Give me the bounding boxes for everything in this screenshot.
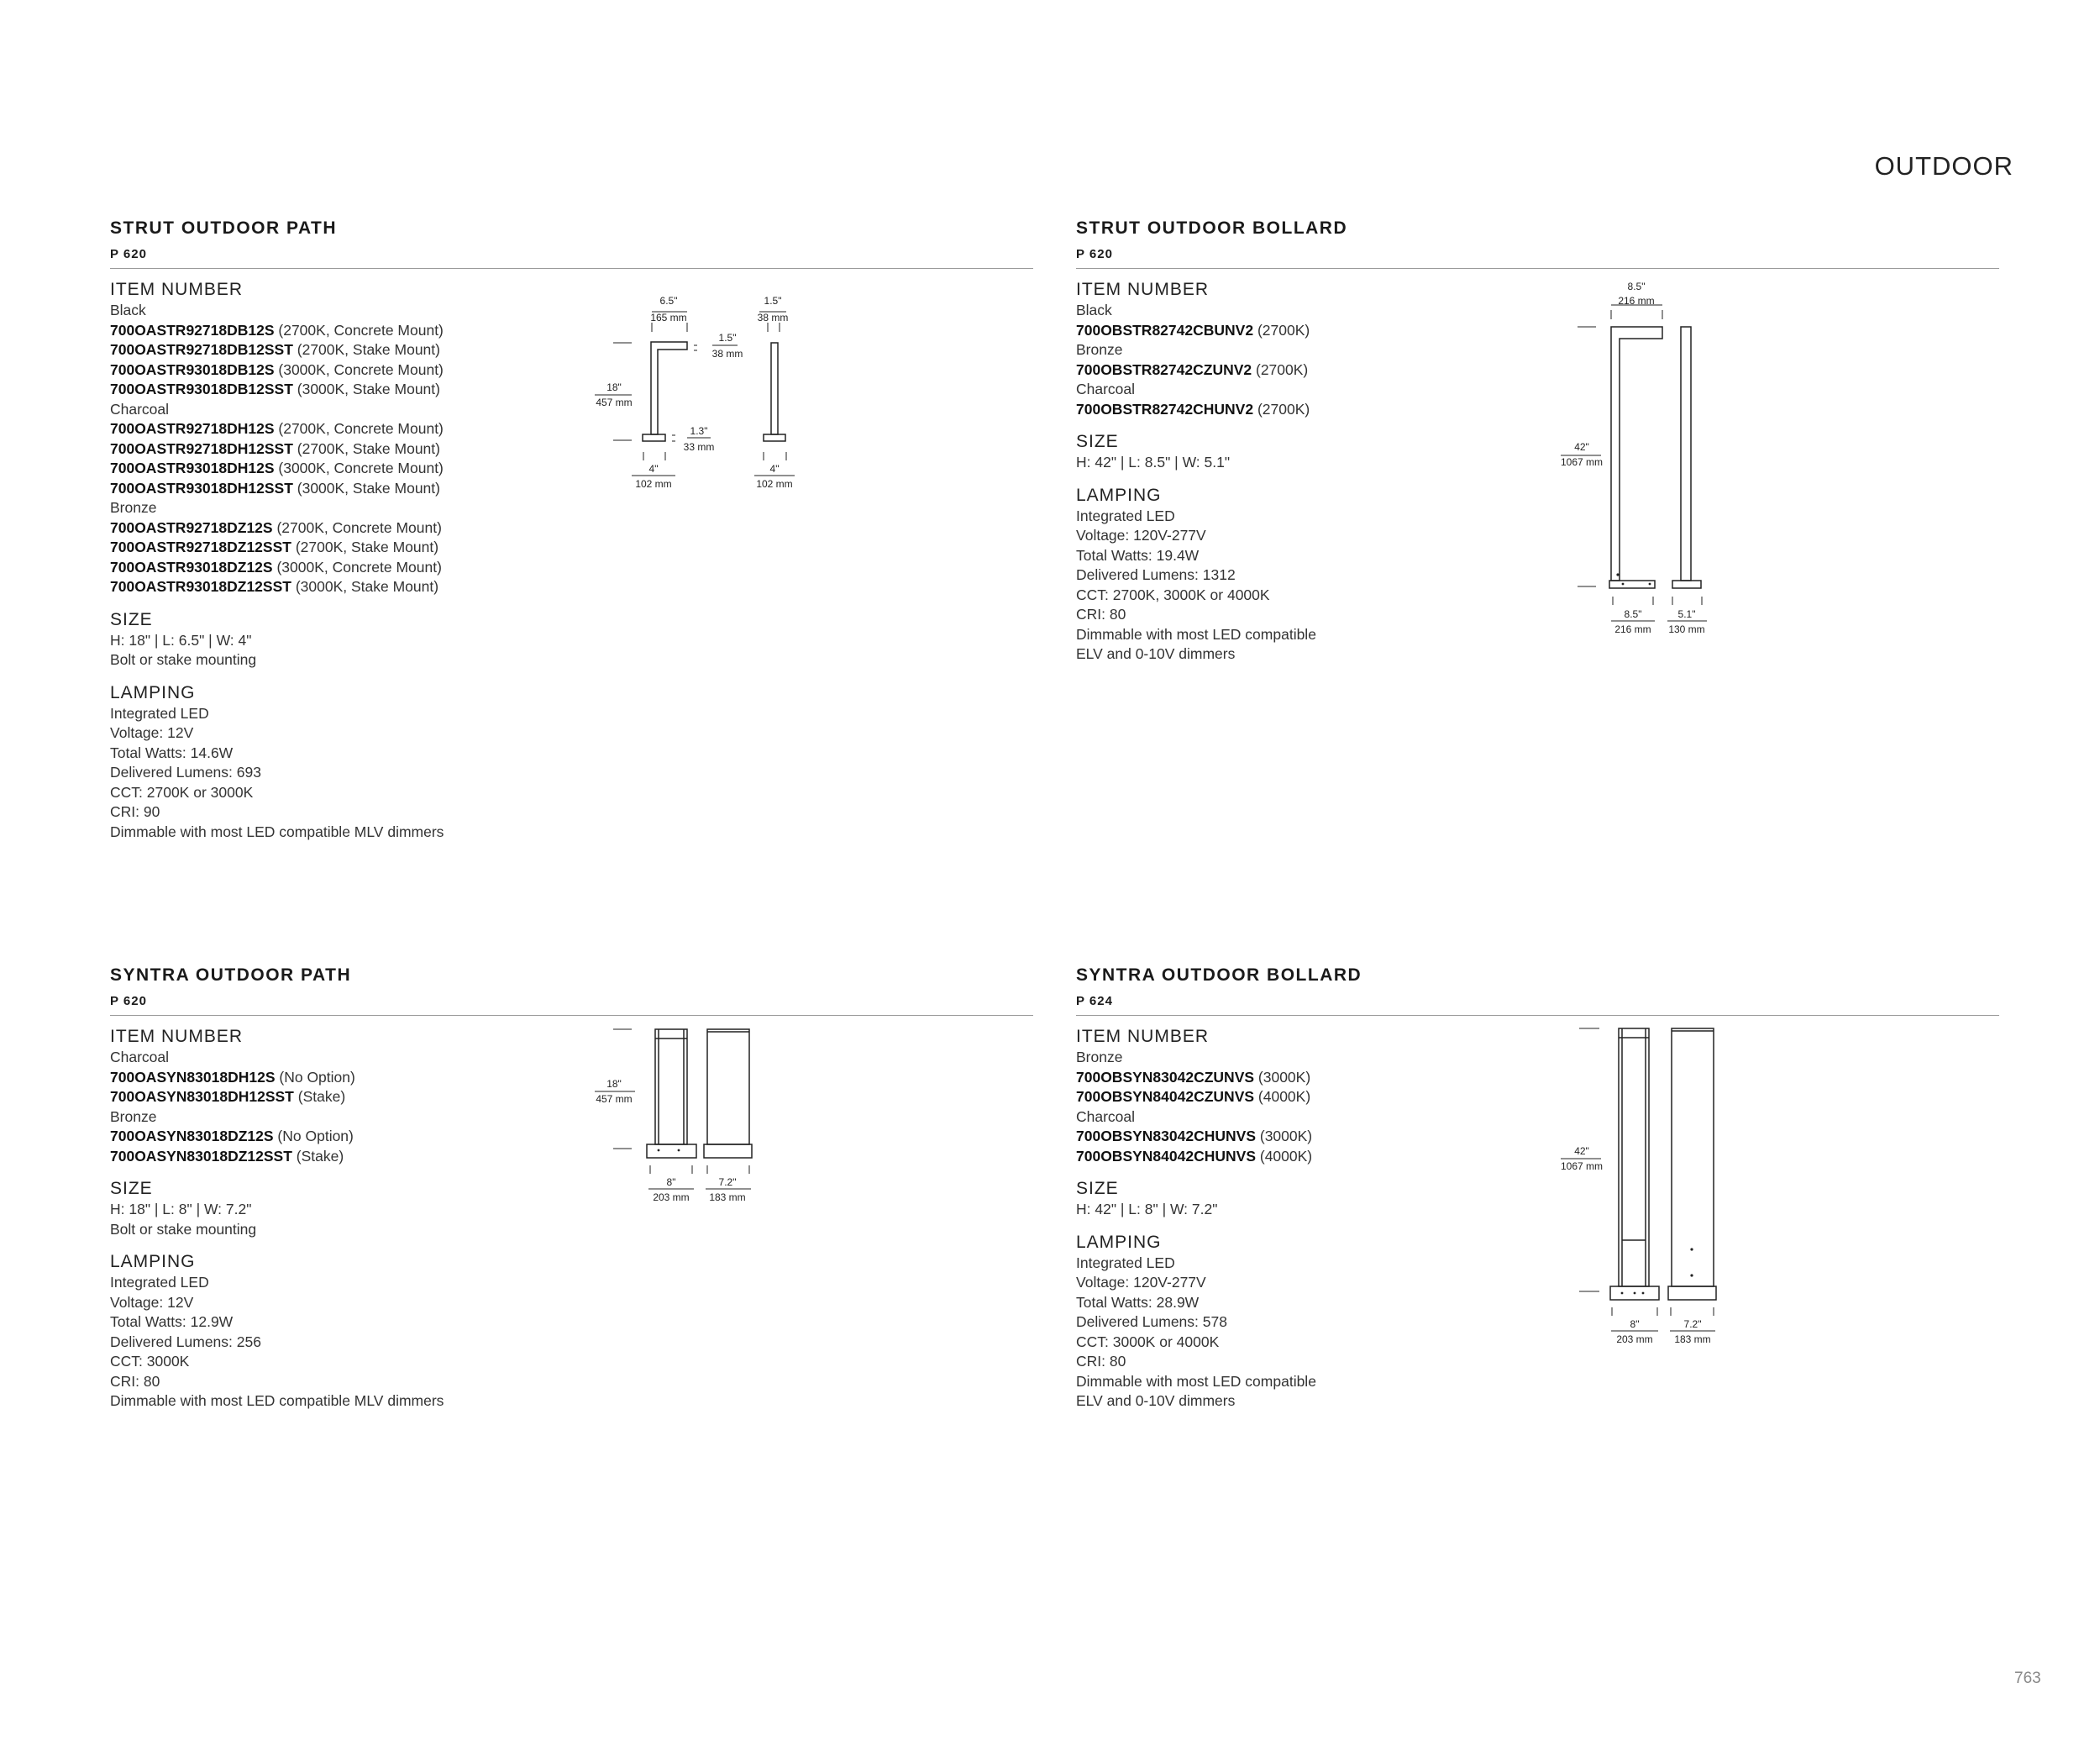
dim-top-width-mm: 38 mm (757, 312, 789, 323)
dim-base-width: 5.1" (1677, 608, 1696, 620)
item-description: (3000K, Concrete Mount) (274, 460, 444, 476)
size-heading: SIZE (110, 1179, 153, 1198)
syntra-bollard-dimension-drawing (1554, 1021, 1739, 1353)
strut-path-dimension-drawing (588, 290, 806, 496)
item-number-row (110, 380, 1033, 400)
page-number: 763 (2014, 1669, 2041, 1687)
product-strut-outdoor-path (110, 218, 1033, 842)
item-code: 700OASTR92718DH12S (110, 420, 275, 437)
lamping-line: Delivered Lumens: 256 (110, 1333, 261, 1350)
finish-group-label: Charcoal (110, 1049, 170, 1065)
dim-height-mm: 1067 mm (1560, 456, 1604, 468)
lamping-line: CRI: 80 (1076, 1353, 1126, 1370)
dim-top-length-mm: 216 mm (1618, 295, 1655, 307)
item-code: 700OASTR93018DZ12S (110, 558, 273, 576)
product-syntra-outdoor-bollard (1076, 965, 1999, 1412)
item-description: (3000K, Stake Mount) (292, 479, 440, 497)
item-number-heading: ITEM NUMBER (1076, 280, 1209, 299)
section-divider (1076, 1015, 1999, 1016)
item-code: 700OBSYN83042CZUNVS (1076, 1068, 1255, 1086)
item-code: 700OBSYN84042CHUNVS (1076, 1147, 1256, 1165)
item-number-row (110, 558, 1033, 578)
item-description: (Stake) (291, 1147, 344, 1165)
item-number-row (110, 577, 1033, 597)
dim-base-height-mm: 33 mm (683, 441, 715, 453)
lamping-line: Voltage: 120V-277V (1076, 527, 1206, 544)
product-name: STRUT OUTDOOR BOLLARD (1076, 218, 1348, 238)
dim-base-length-mm: 203 mm (653, 1191, 690, 1203)
item-code: 700OASTR93018DB12SST (110, 381, 293, 397)
item-code: 700OASTR92718DB12SST (110, 341, 293, 358)
dim-base-length: 4" (648, 463, 659, 475)
lamping-line: Total Watts: 19.4W (1076, 546, 1200, 564)
item-description: (2700K, Concrete Mount) (274, 321, 444, 339)
item-number-row (110, 1127, 1033, 1147)
lamping-line: CCT: 2700K or 3000K (110, 783, 254, 801)
item-description: (2700K, Stake Mount) (292, 341, 440, 358)
item-number-row (1076, 360, 1999, 381)
item-description: (2700K) (1253, 400, 1310, 418)
lamping-line: Total Watts: 14.6W (110, 744, 234, 761)
lamping-line: Voltage: 12V (110, 724, 194, 741)
item-code: 700OASTR92718DH12SST (110, 439, 293, 457)
item-number-row (110, 1087, 1033, 1107)
item-code: 700OBSYN83042CHUNVS (1076, 1128, 1256, 1144)
item-code: 700OASYN83018DZ12SST (110, 1147, 292, 1165)
product-name: SYNTRA OUTDOOR BOLLARD (1076, 965, 1362, 985)
lamping-heading: LAMPING (1076, 485, 1162, 505)
dim-base-width: 7.2" (1683, 1318, 1702, 1330)
lamping-line: CRI: 80 (110, 1372, 160, 1390)
dim-height-mm: 1067 mm (1560, 1160, 1604, 1172)
lamping-heading: LAMPING (110, 1252, 196, 1271)
dim-top-length-mm: 165 mm (650, 312, 687, 323)
dim-arm-height-mm: 38 mm (711, 348, 743, 360)
product-strut-outdoor-bollard (1076, 218, 1999, 665)
dim-base-length-mm: 216 mm (1614, 623, 1651, 635)
lamping-line: CCT: 3000K or 4000K (1076, 1333, 1220, 1350)
dim-arm-height: 1.5" (718, 332, 737, 344)
dim-base-width: 4" (769, 463, 780, 475)
item-number-row (1076, 1147, 1999, 1167)
lamping-heading: LAMPING (110, 682, 196, 702)
size-heading: SIZE (1076, 1179, 1119, 1198)
finish-group-label: Charcoal (1076, 381, 1136, 397)
item-number-row (110, 1147, 1033, 1167)
finish-group-label: Bronze (1076, 1049, 1123, 1065)
item-description: (3000K) (1256, 1128, 1313, 1144)
lamping-line: Dimmable with most LED compatible (1076, 625, 1316, 643)
item-number-row (1076, 400, 1999, 420)
finish-group-label: Bronze (1076, 341, 1123, 358)
item-number-row (110, 1068, 1033, 1088)
item-number-row (1076, 321, 1999, 341)
lamping-line: Delivered Lumens: 693 (110, 764, 261, 781)
lamping-line: Total Watts: 12.9W (110, 1313, 234, 1330)
item-description: (2700K) (1252, 360, 1309, 378)
item-code: 700OASYN83018DH12S (110, 1068, 276, 1086)
lamping-line: CRI: 80 (1076, 606, 1126, 623)
item-number-row (110, 321, 1033, 341)
lamping-line: Total Watts: 28.9W (1076, 1293, 1200, 1311)
size-line: H: 42" | L: 8.5" | W: 5.1" (1076, 454, 1231, 471)
dim-top-length: 8.5" (1627, 281, 1646, 292)
size-line: H: 18" | L: 6.5" | W: 4" (110, 631, 252, 649)
product-page-ref: P 620 (110, 247, 147, 261)
lamping-line: Integrated LED (110, 704, 209, 722)
product-page-ref: P 620 (110, 994, 147, 1008)
dim-height: 42" (1574, 441, 1589, 453)
lamping-line: Dimmable with most LED compatible MLV dimmers (110, 1392, 444, 1409)
dim-base-length: 8" (666, 1176, 676, 1188)
dim-height: 18" (606, 381, 622, 393)
item-number-row (1076, 1068, 1999, 1088)
lamping-line: CCT: 2700K, 3000K or 4000K (1076, 586, 1270, 603)
item-description: (4000K) (1254, 1088, 1311, 1105)
item-number-row (110, 439, 1033, 460)
size-heading: SIZE (1076, 432, 1119, 451)
item-description: (4000K) (1256, 1147, 1313, 1165)
item-description: (2700K, Concrete Mount) (274, 420, 444, 437)
dim-height: 42" (1574, 1145, 1589, 1157)
item-code: 700OASYN83018DH12SST (110, 1088, 294, 1105)
section-divider (110, 1015, 1033, 1016)
product-syntra-outdoor-path (110, 965, 1033, 1412)
dim-base-length: 8.5" (1624, 608, 1642, 620)
item-description: (2700K) (1253, 321, 1310, 339)
dim-top-width: 1.5" (764, 295, 782, 307)
size-line: Bolt or stake mounting (110, 1220, 257, 1238)
item-number-row (110, 479, 1033, 499)
item-description: (3000K, Stake Mount) (292, 381, 440, 397)
dim-base-height: 1.3" (690, 425, 708, 437)
size-line: H: 42" | L: 8" | W: 7.2" (1076, 1201, 1218, 1217)
item-description: (3000K, Stake Mount) (291, 578, 439, 595)
lamping-line: Dimmable with most LED compatible MLV dimmers (110, 823, 444, 840)
lamping-line: Integrated LED (110, 1274, 209, 1291)
item-number-heading: ITEM NUMBER (110, 1027, 243, 1046)
item-code: 700OASTR93018DB12S (110, 360, 275, 378)
finish-group-label: Charcoal (1076, 1107, 1136, 1125)
product-name: SYNTRA OUTDOOR PATH (110, 965, 352, 985)
item-description: (No Option) (273, 1128, 354, 1144)
section-divider (1076, 268, 1999, 269)
item-number-row (1076, 1087, 1999, 1107)
item-number-row (110, 360, 1033, 381)
item-code: 700OBSTR82742CHUNV2 (1076, 400, 1254, 418)
item-code: 700OASTR92718DB12S (110, 321, 275, 339)
item-code: 700OASTR92718DZ12SST (110, 539, 291, 555)
size-heading: SIZE (110, 609, 153, 629)
size-line: H: 18" | L: 8" | W: 7.2" (110, 1201, 252, 1217)
item-number-heading: ITEM NUMBER (110, 280, 243, 299)
lamping-line: Voltage: 12V (110, 1293, 194, 1311)
item-number-row (1076, 1127, 1999, 1147)
lamping-line: Dimmable with most LED compatible (1076, 1372, 1316, 1390)
lamping-line: CRI: 90 (110, 803, 160, 820)
lamping-line: Delivered Lumens: 1312 (1076, 566, 1236, 583)
item-description: (3000K, Concrete Mount) (274, 360, 444, 378)
item-number-row (110, 459, 1033, 479)
item-code: 700OASTR92718DZ12S (110, 518, 273, 536)
dim-top-length: 6.5" (659, 295, 678, 307)
item-code: 700OBSYN84042CZUNVS (1076, 1088, 1255, 1105)
dim-base-length: 8" (1630, 1318, 1640, 1330)
item-code: 700OASTR93018DZ12SST (110, 578, 291, 595)
dim-height-mm: 457 mm (596, 397, 633, 408)
dim-base-width-mm: 102 mm (756, 478, 793, 490)
syntra-path-dimension-drawing (588, 1021, 773, 1206)
item-number-row (110, 518, 1033, 539)
lamping-line: Voltage: 120V-277V (1076, 1274, 1206, 1291)
item-description: (No Option) (275, 1068, 355, 1086)
finish-group-label: Black (1076, 302, 1112, 318)
dim-height-mm: 457 mm (596, 1093, 633, 1105)
dim-height: 18" (606, 1078, 622, 1090)
item-number-row (110, 419, 1033, 439)
item-code: 700OBSTR82742CZUNV2 (1076, 360, 1252, 378)
item-description: (2700K, Stake Mount) (292, 439, 440, 457)
item-code: 700OASTR93018DH12S (110, 460, 275, 476)
finish-group-label: Bronze (110, 499, 157, 516)
dim-base-width-mm: 130 mm (1668, 623, 1705, 635)
dim-base-length-mm: 102 mm (635, 478, 672, 490)
product-page-ref: P 620 (1076, 247, 1113, 261)
dim-base-width-mm: 183 mm (1674, 1333, 1711, 1345)
dim-base-width-mm: 183 mm (709, 1191, 746, 1203)
lamping-line: CCT: 3000K (110, 1353, 190, 1370)
item-number-row (110, 538, 1033, 558)
item-description: (2700K, Stake Mount) (291, 539, 439, 555)
lamping-line: Integrated LED (1076, 507, 1175, 524)
product-page-ref: P 624 (1076, 994, 1113, 1008)
finish-group-label: Bronze (110, 1107, 157, 1125)
item-code: 700OASTR93018DH12SST (110, 479, 293, 497)
item-number-row (110, 340, 1033, 360)
lamping-line: ELV and 0-10V dimmers (1076, 1392, 1236, 1409)
section-divider (110, 268, 1033, 269)
dim-base-length-mm: 203 mm (1616, 1333, 1653, 1345)
item-description: (3000K) (1254, 1068, 1311, 1086)
lamping-line: Delivered Lumens: 578 (1076, 1313, 1227, 1330)
lamping-line: ELV and 0-10V dimmers (1076, 645, 1236, 662)
finish-group-label: Black (110, 302, 146, 318)
product-name: STRUT OUTDOOR PATH (110, 218, 338, 238)
lamping-line: Integrated LED (1076, 1254, 1175, 1271)
item-code: 700OASYN83018DZ12S (110, 1128, 274, 1144)
section-title: OUTDOOR (1874, 151, 2013, 181)
item-code: 700OBSTR82742CBUNV2 (1076, 321, 1254, 339)
lamping-heading: LAMPING (1076, 1232, 1162, 1252)
dim-base-width: 7.2" (718, 1176, 737, 1188)
strut-bollard-dimension-drawing (1554, 273, 1722, 643)
item-description: (2700K, Concrete Mount) (272, 518, 442, 536)
item-description: (3000K, Concrete Mount) (272, 558, 442, 576)
size-line: Bolt or stake mounting (110, 651, 257, 668)
item-description: (Stake) (293, 1088, 346, 1105)
finish-group-label: Charcoal (110, 400, 170, 418)
item-number-heading: ITEM NUMBER (1076, 1027, 1209, 1046)
